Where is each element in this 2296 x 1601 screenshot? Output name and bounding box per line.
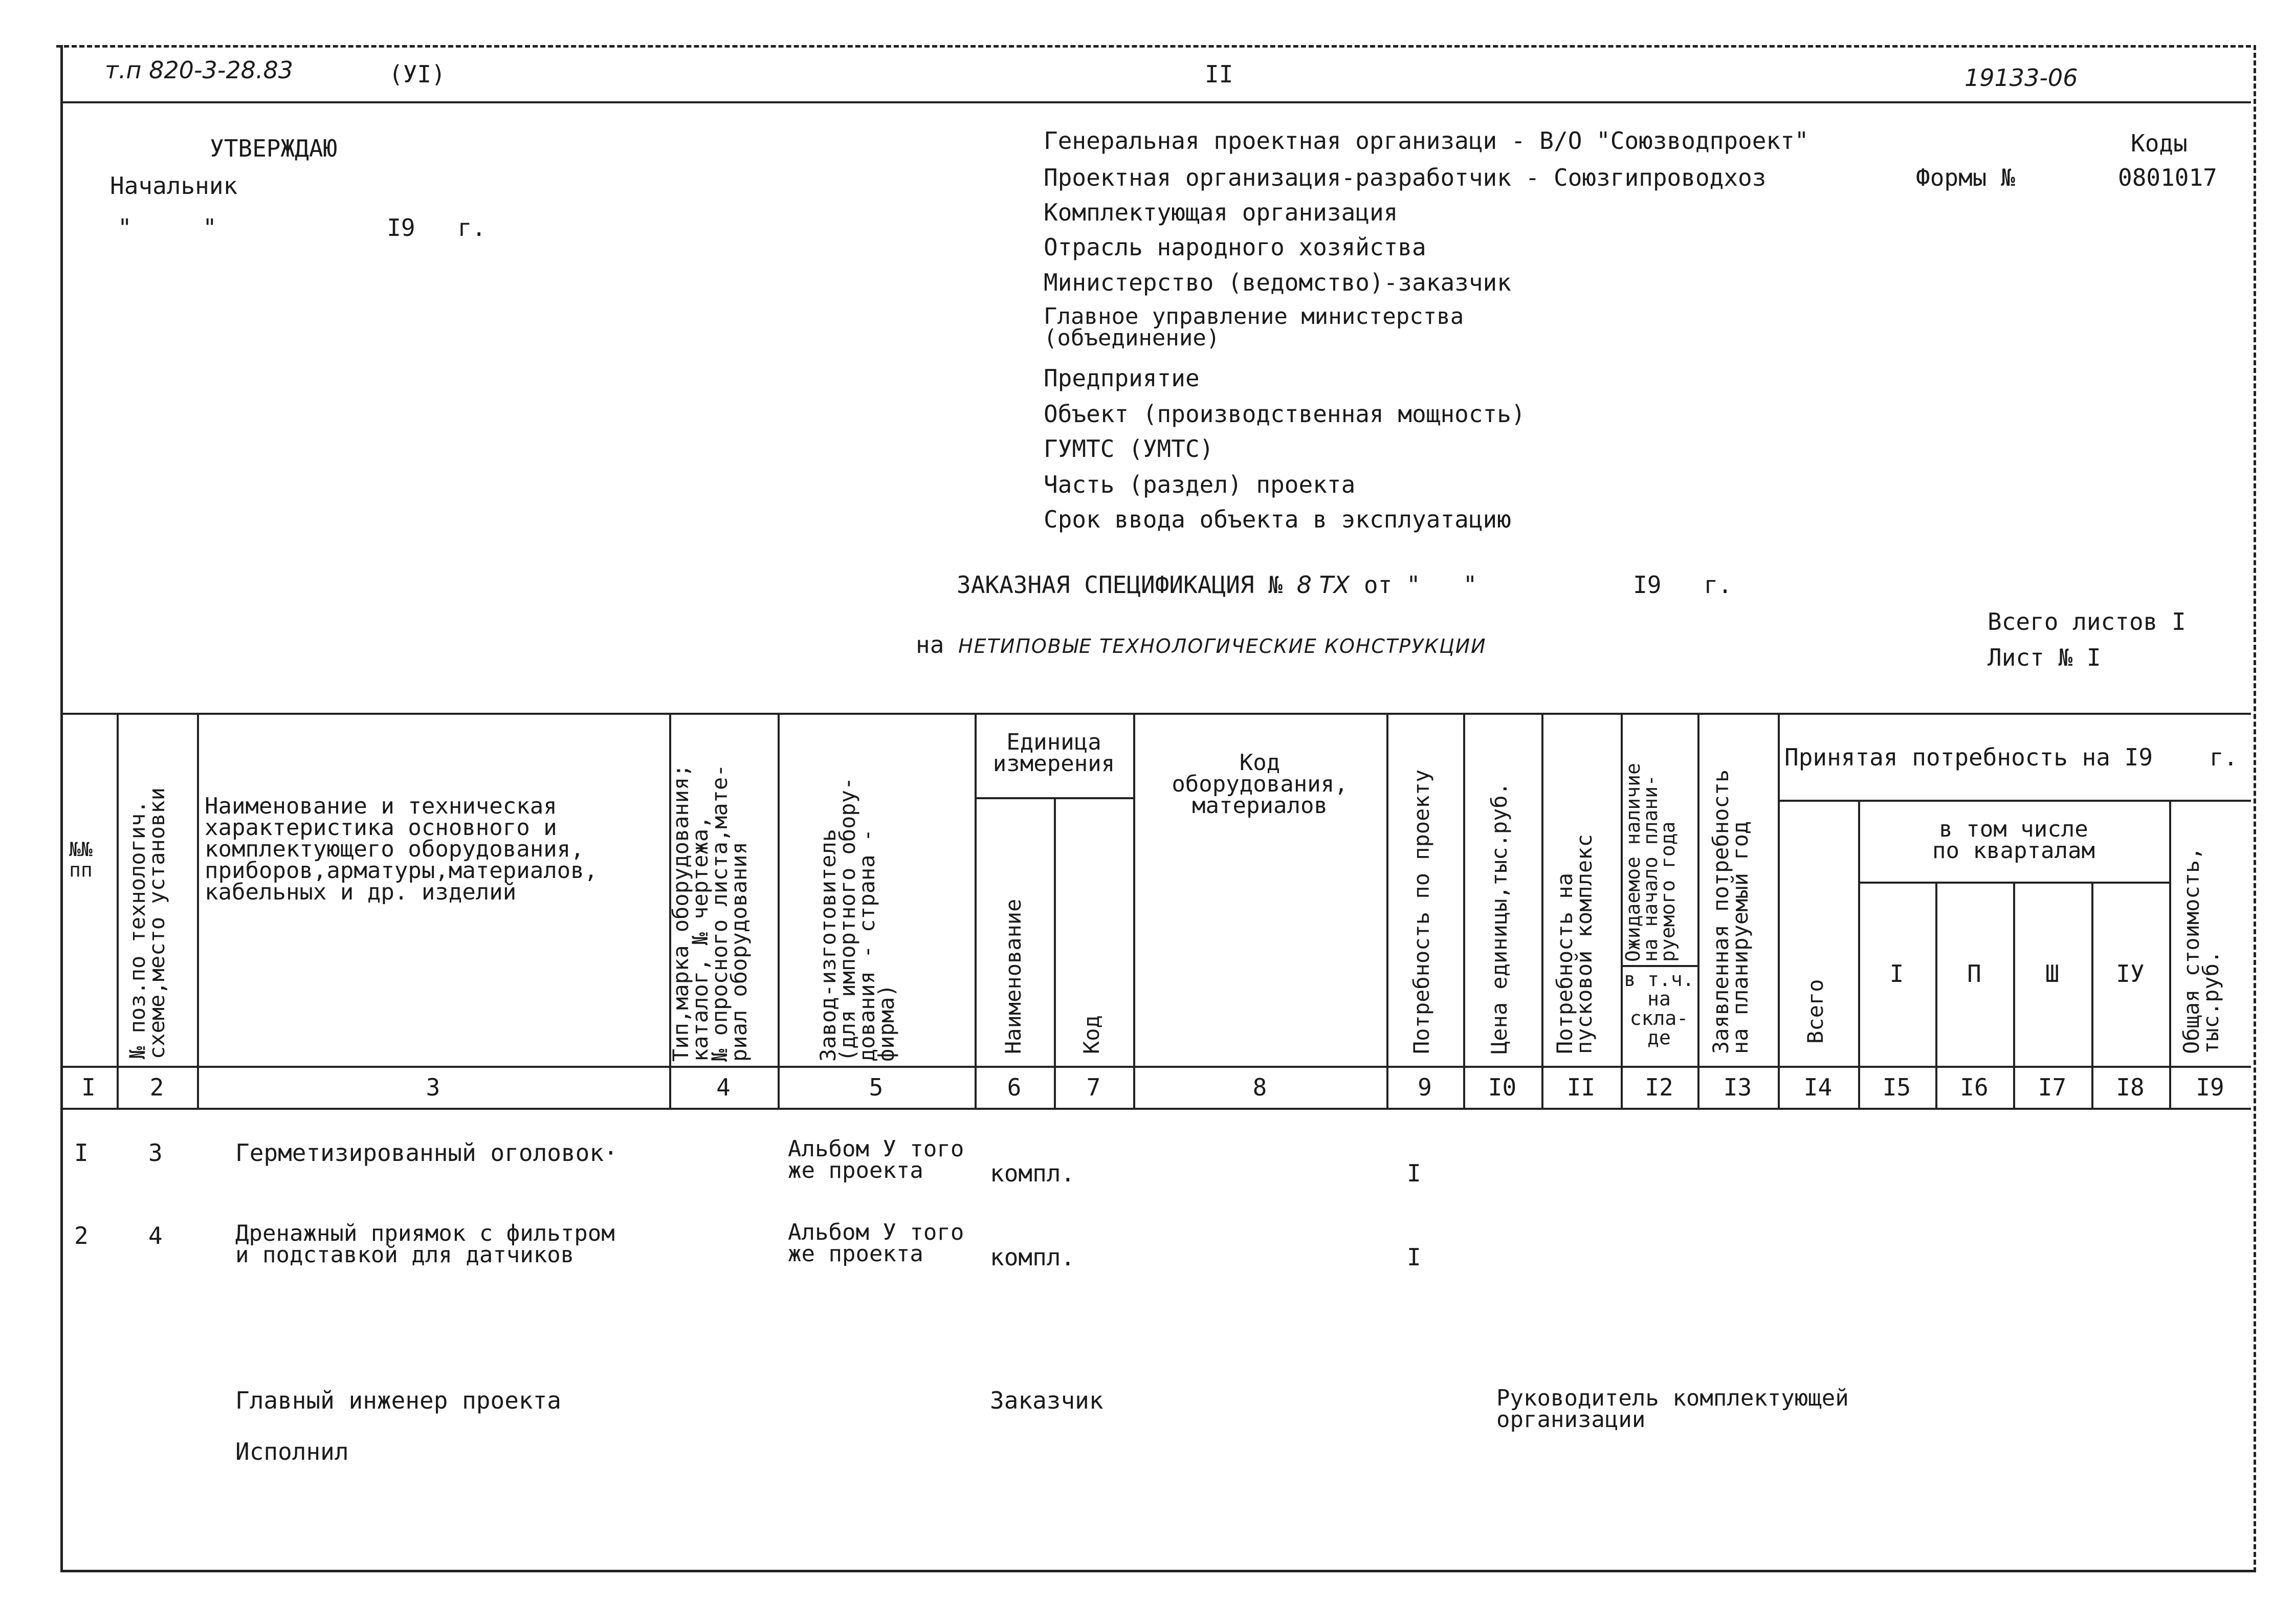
header-row-number: №№ пп	[69, 838, 93, 881]
row-number: 2	[74, 1222, 89, 1249]
spec-subject-text: НЕТИПОВЫЕ ТЕХНОЛОГИЧЕСКИЕ КОНСТРУКЦИИ	[958, 635, 1487, 657]
column-number: 6	[1007, 1073, 1022, 1101]
header-manufacturer: Завод-изготовитель (для импортного обору- дования - страна - фирма)	[815, 777, 899, 1062]
header-quarters: в том числе по кварталам	[1932, 816, 2095, 864]
spec-title-prefix: ЗАКАЗНАЯ СПЕЦИФИКАЦИЯ №	[957, 571, 1283, 599]
column-number: 2	[149, 1073, 164, 1101]
column-number: I	[81, 1073, 96, 1101]
column-number: I7	[2038, 1073, 2067, 1101]
org-commissioning: Срок ввода объекта в эксплуатацию	[1044, 506, 1511, 533]
column-number: 7	[1086, 1073, 1101, 1101]
header-quarter-4: IУ	[2116, 960, 2145, 988]
album-label: (УI)	[389, 60, 446, 88]
spec-subject	[916, 632, 1487, 659]
column-number: I9	[2196, 1073, 2224, 1101]
table-top-line	[60, 713, 2251, 715]
column-number: 3	[426, 1073, 440, 1101]
col-divider	[117, 713, 119, 1108]
header-quarter-3: Ш	[2045, 960, 2060, 988]
sheets-total: Всего листов I	[1988, 608, 2186, 635]
org-developer: Проектная организация-разработчик - Союзгипроводхоз	[1044, 164, 1767, 191]
header-in-warehouse: в т.ч. на скла- де	[1624, 968, 1694, 1049]
org-general: Генеральная проектная организаци - В/О "Союзводпроект"	[1044, 127, 1809, 155]
spec-subject-prefix: на	[916, 631, 944, 659]
accepted-line	[1778, 800, 2251, 802]
row-name: Дренажный приямок с фильтром и подставкой для датчиков	[235, 1220, 615, 1268]
approve-date: " " I9 г.	[118, 214, 487, 242]
org-main-department: Главное управление министерства (объединение)	[1044, 303, 1464, 351]
header-type: Тип,марка оборудования; каталог, № чертежа, № опросного листа,мате- риал оборудования	[668, 764, 752, 1062]
header-declared-need: Заявленная потребность на планируемый год	[1708, 769, 1753, 1054]
approve-title: УТВЕРЖДАЮ	[210, 135, 338, 162]
approve-position: Начальник	[110, 172, 238, 200]
stock-line	[1621, 965, 1697, 967]
col-divider	[1054, 797, 1056, 1108]
col-divider	[1697, 713, 1699, 1108]
header-name: Наименование и техническая характеристика основного и комплектующего оборудования, приборов,арматуры,материалов, кабельных и др. изделий	[205, 793, 598, 905]
row-manufacturer: Альбом У того же проекта	[788, 1136, 964, 1183]
header-total-cost: Общая стоимость, тыс.руб.	[2179, 847, 2223, 1054]
spec-number: 8 ТХ	[1296, 571, 1350, 599]
column-number: II	[1566, 1073, 1596, 1101]
column-numbers-top	[60, 1066, 2251, 1068]
header-divider	[60, 101, 2251, 103]
header-total: Всего	[1803, 979, 1828, 1044]
row-name: Герметизированный оголовок·	[235, 1139, 618, 1167]
column-number: 4	[716, 1073, 731, 1101]
column-number: 5	[869, 1073, 884, 1101]
column-number: I8	[2116, 1073, 2145, 1101]
sheet-number: Лист № I	[1988, 644, 2101, 671]
row-quantity: I	[1407, 1243, 1421, 1271]
header-project-need: Потребность по проекту	[1409, 769, 1434, 1054]
header-item-code: Код оборудования, материалов	[1172, 750, 1348, 819]
header-quarter-2: П	[1967, 960, 1981, 988]
header-unit-name: Наименование	[1001, 898, 1026, 1054]
col-divider	[197, 713, 199, 1108]
col-divider	[1463, 713, 1465, 1108]
signature-supplier-head: Руководитель комплектующей организации	[1496, 1385, 1849, 1433]
col-divider	[1386, 713, 1388, 1108]
row-position: 4	[148, 1222, 163, 1249]
header-expected-stock: Ожидаемое наличие на начало плани- руемого года	[1622, 763, 1679, 962]
spec-title	[957, 572, 1732, 598]
header-quarter-1: I	[1889, 960, 1904, 988]
header-unit-price: Цена единицы,тыс.руб.	[1487, 782, 1512, 1054]
row-unit: компл.	[990, 1159, 1075, 1187]
header-unit-code: Код	[1079, 1015, 1104, 1054]
col-divider	[1778, 713, 1780, 1108]
page-number: II	[1205, 60, 1233, 88]
column-numbers-bottom	[60, 1108, 2251, 1110]
spec-date: от " " I9 г.	[1363, 571, 1732, 599]
signature-chief-engineer: Главный инженер проекта	[235, 1387, 561, 1414]
org-object: Объект (производственная мощность)	[1044, 400, 1526, 428]
row-quantity: I	[1407, 1159, 1421, 1187]
header-accepted-need: Принятая потребность на I9 г.	[1784, 743, 2238, 771]
col-divider	[2013, 882, 2015, 1108]
column-number: I4	[1803, 1073, 1833, 1101]
header-startup-need: Потребность на пусковой комплекс	[1552, 834, 1597, 1054]
row-unit: компл.	[990, 1243, 1075, 1271]
codes-title: Коды	[2131, 129, 2188, 157]
column-number: I3	[1723, 1073, 1752, 1101]
inventory-number: 19133-06	[1964, 64, 2078, 92]
column-number: 9	[1418, 1073, 1432, 1101]
row-position: 3	[148, 1139, 163, 1167]
form-code: 0801017	[2118, 164, 2217, 191]
col-divider	[1935, 882, 1937, 1108]
signature-executor: Исполнил	[235, 1438, 349, 1465]
org-enterprise: Предприятие	[1044, 364, 1200, 392]
doc-code: т.п 820-3-28.83	[105, 56, 294, 84]
signature-customer: Заказчик	[990, 1387, 1103, 1414]
org-supplier: Комплектующая организация	[1044, 199, 1398, 226]
header-unit-group: Единица измерения	[992, 729, 1115, 777]
column-number: I6	[1960, 1073, 1989, 1101]
org-industry: Отрасль народного хозяйства	[1044, 233, 1426, 261]
col-divider	[1541, 713, 1543, 1108]
col-divider	[778, 713, 780, 1108]
form-label: Формы №	[1916, 164, 2015, 191]
column-number: I0	[1488, 1073, 1517, 1101]
column-number: 8	[1252, 1073, 1267, 1101]
column-number: I5	[1882, 1073, 1911, 1101]
row-number: I	[74, 1139, 89, 1167]
column-number: I2	[1645, 1073, 1673, 1101]
org-ministry: Министерство (ведомство)-заказчик	[1044, 269, 1511, 296]
header-position: № поз.по технологич. схеме,место установки	[125, 787, 169, 1059]
col-divider	[2091, 882, 2093, 1108]
col-divider	[2169, 800, 2171, 1108]
org-gumts: ГУМТС (УМТС)	[1044, 435, 1214, 463]
row-manufacturer: Альбом У того же проекта	[788, 1219, 964, 1267]
org-project-part: Часть (раздел) проекта	[1044, 471, 1356, 498]
